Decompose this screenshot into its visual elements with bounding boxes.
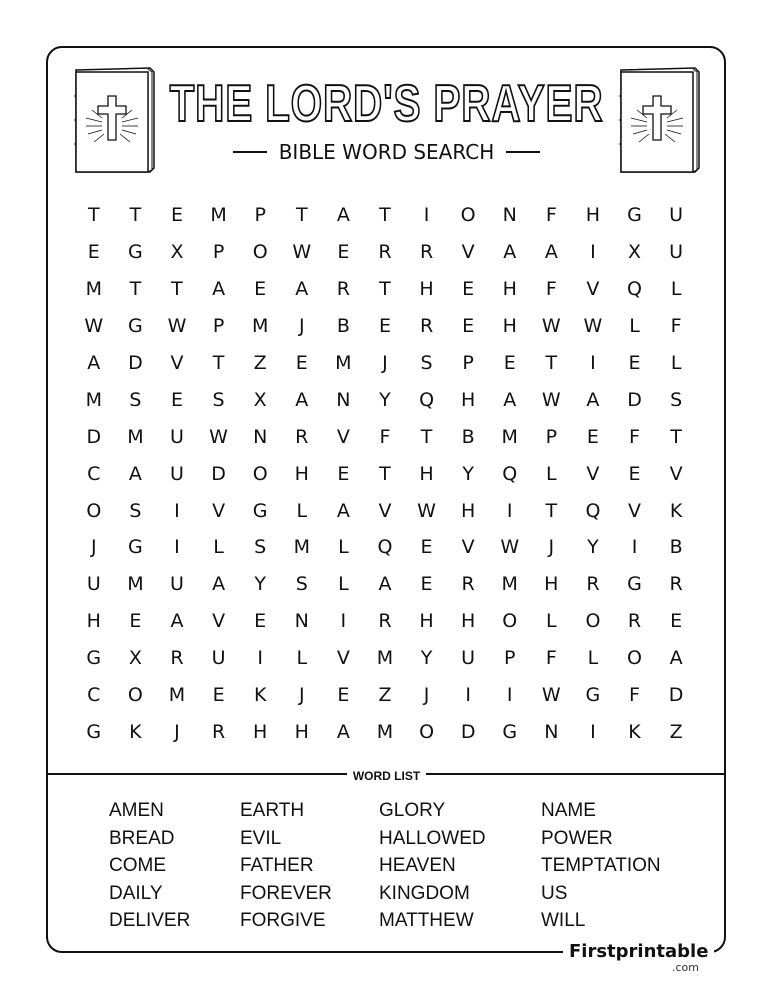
word-item: NAME — [541, 800, 596, 821]
grid-letter: A — [669, 647, 683, 670]
grid-letter: E — [420, 536, 433, 559]
grid-letter: T — [545, 352, 558, 374]
grid-letter: V — [212, 499, 226, 522]
grid-letter: L — [670, 278, 682, 301]
grid-letter: T — [129, 204, 142, 227]
grid-letter: N — [336, 388, 351, 411]
grid-letter: L — [338, 573, 349, 596]
grid-letter: L — [296, 647, 308, 670]
grid-letter: A — [212, 573, 226, 596]
grid-letter: I — [340, 610, 347, 633]
grid-letter: I — [506, 499, 513, 522]
grid-letter: N — [544, 720, 559, 743]
grid-letter: J — [298, 315, 305, 338]
grid-letter: U — [170, 462, 184, 485]
subtitle-text: BIBLE WORD SEARCH — [278, 140, 495, 164]
grid-letter: R — [295, 425, 309, 448]
grid-letter: A — [586, 388, 600, 411]
grid-letter: J — [298, 684, 305, 707]
grid-letter: R — [419, 315, 434, 338]
grid-letter: L — [587, 647, 599, 670]
dash-left — [233, 151, 267, 153]
grid-row — [73, 455, 698, 492]
grid-letter: Z — [378, 684, 392, 707]
word-item: HEAVEN — [379, 855, 456, 876]
grid-row — [73, 418, 698, 455]
grid-letter: V — [336, 425, 350, 448]
grid-letter: W — [209, 425, 228, 448]
letter-grid — [73, 197, 698, 750]
grid-letter: J — [423, 684, 430, 707]
grid-letter: P — [462, 352, 474, 374]
grid-letter: L — [670, 352, 682, 374]
grid-letter: C — [87, 462, 101, 485]
grid-letter: I — [174, 536, 180, 559]
grid-letter: V — [336, 647, 350, 670]
grid-letter: V — [378, 499, 392, 522]
grid-letter: L — [546, 610, 557, 633]
grid-letter: Y — [462, 462, 474, 485]
word-item: COME — [109, 855, 166, 876]
grid-letter: V — [586, 278, 600, 301]
grid-letter: E — [337, 241, 350, 264]
grid-letter: F — [545, 278, 557, 301]
grid-letter: M — [85, 388, 102, 411]
grid-letter: T — [379, 278, 391, 301]
grid-letter: A — [544, 241, 558, 264]
grid-letter: L — [338, 536, 349, 559]
grid-letter: S — [254, 536, 267, 559]
word-item: BREAD — [109, 827, 175, 849]
grid-letter: O — [585, 610, 601, 633]
grid-letter: M — [85, 278, 102, 301]
grid-letter: E — [337, 462, 350, 485]
grid-letter: B — [669, 536, 683, 559]
grid-letter: A — [336, 720, 350, 743]
grid-letter: A — [128, 462, 142, 485]
grid-letter: A — [87, 352, 101, 374]
grid-letter: W — [583, 315, 603, 338]
grid-letter: A — [336, 204, 350, 227]
grid-letter: I — [590, 720, 596, 743]
grid-letter: A — [503, 241, 517, 264]
word-item: POWER — [541, 827, 613, 849]
grid-letter: E — [670, 610, 683, 633]
grid-letter: H — [544, 573, 559, 596]
dash-right — [506, 151, 540, 153]
grid-letter: N — [294, 610, 309, 633]
grid-letter: E — [628, 462, 641, 485]
grid-letter: D — [128, 352, 143, 374]
word-item: AMEN — [109, 800, 164, 821]
grid-letter: U — [211, 647, 226, 670]
grid-letter: R — [461, 573, 475, 596]
grid-row — [73, 677, 698, 714]
grid-letter: F — [545, 204, 557, 227]
grid-letter: H — [294, 720, 309, 743]
grid-letter: K — [628, 720, 641, 743]
grid-letter: H — [419, 462, 434, 485]
grid-letter: U — [170, 425, 184, 448]
grid-letter: M — [501, 573, 518, 596]
grid-letter: R — [170, 647, 184, 670]
grid-letter: Y — [420, 647, 433, 670]
grid-letter: T — [670, 425, 682, 448]
grid-letter: F — [379, 425, 391, 448]
grid-letter: F — [629, 684, 640, 707]
grid-letter: S — [212, 388, 225, 411]
grid-letter: G — [86, 720, 102, 743]
grid-letter: H — [585, 204, 601, 227]
brand-suffix: .com — [672, 961, 699, 974]
grid-letter: W — [417, 499, 436, 522]
subtitle — [0, 138, 773, 166]
grid-letter: F — [629, 425, 640, 448]
grid-letter: O — [252, 241, 268, 264]
grid-letter: G — [128, 315, 143, 338]
grid-letter: E — [586, 425, 599, 448]
grid-letter: B — [461, 425, 475, 448]
grid-letter: V — [669, 462, 683, 485]
grid-letter: P — [254, 204, 266, 227]
grid-letter: I — [590, 352, 596, 374]
grid-letter: M — [376, 647, 394, 670]
grid-letter: T — [379, 462, 391, 485]
grid-row — [73, 345, 698, 382]
grid-letter: G — [627, 204, 642, 227]
word-column-3 — [379, 797, 486, 935]
grid-letter: T — [420, 425, 433, 448]
grid-letter: M — [168, 684, 186, 707]
grid-letter: A — [336, 499, 350, 522]
grid-letter: P — [212, 315, 225, 338]
grid-letter: U — [669, 204, 684, 227]
grid-row — [73, 492, 698, 529]
grid-letter: A — [378, 573, 392, 596]
grid-letter: G — [128, 241, 143, 264]
grid-letter: P — [545, 425, 558, 448]
grid-letter: V — [212, 610, 226, 633]
grid-letter: G — [86, 647, 102, 670]
grid-letter: G — [585, 684, 601, 707]
word-item: KINGDOM — [379, 882, 470, 904]
grid-letter: L — [546, 462, 557, 485]
grid-letter: I — [590, 241, 596, 264]
grid-letter: R — [669, 573, 683, 596]
grid-letter: A — [170, 610, 184, 633]
grid-row — [73, 603, 698, 640]
grid-letter: I — [423, 204, 430, 227]
grid-letter: P — [212, 241, 225, 264]
word-item: WILL — [541, 910, 586, 931]
word-item: TEMPTATION — [541, 855, 661, 876]
grid-letter: U — [170, 573, 184, 596]
grid-letter: S — [420, 352, 433, 374]
grid-letter: L — [213, 536, 224, 559]
grid-letter: G — [502, 720, 518, 743]
word-item: MATTHEW — [379, 910, 474, 931]
grid-letter: O — [419, 720, 435, 743]
grid-letter: Z — [669, 720, 683, 743]
word-item: EARTH — [240, 800, 305, 821]
grid-row — [73, 308, 698, 345]
grid-letter: X — [128, 647, 142, 670]
word-item: DAILY — [109, 882, 163, 904]
grid-row — [73, 640, 698, 677]
grid-letter: Q — [585, 499, 601, 522]
grid-letter: E — [378, 315, 391, 338]
brand-logo: Firstprintable — [563, 940, 714, 964]
grid-letter: B — [336, 315, 350, 338]
word-item: FORGIVE — [240, 910, 326, 931]
grid-letter: I — [174, 499, 180, 522]
grid-letter: M — [127, 573, 144, 596]
grid-letter: Q — [419, 388, 435, 411]
grid-letter: I — [506, 684, 513, 707]
grid-letter: E — [129, 610, 142, 633]
grid-letter: H — [502, 278, 517, 301]
grid-letter: V — [461, 536, 475, 559]
grid-row — [73, 566, 698, 603]
grid-letter: R — [419, 241, 434, 264]
grid-letter: O — [627, 647, 642, 670]
grid-letter: J — [382, 352, 388, 374]
grid-letter: U — [86, 573, 101, 596]
word-item: HALLOWED — [379, 827, 486, 849]
grid-row — [73, 234, 698, 271]
grid-letter: T — [171, 278, 183, 301]
grid-letter: S — [129, 388, 142, 411]
grid-letter: S — [670, 388, 683, 411]
grid-letter: G — [128, 536, 143, 559]
grid-letter: A — [295, 278, 309, 301]
grid-letter: R — [378, 241, 392, 264]
grid-letter: I — [631, 536, 638, 559]
grid-letter: V — [628, 499, 642, 522]
grid-letter: A — [503, 388, 517, 411]
word-item: FOREVER — [240, 882, 332, 904]
grid-letter: H — [460, 610, 476, 633]
grid-letter: R — [586, 573, 600, 596]
grid-letter: M — [293, 536, 310, 559]
grid-letter: T — [87, 204, 100, 227]
grid-letter: M — [251, 315, 269, 338]
grid-letter: O — [460, 204, 476, 227]
word-item: GLORY — [379, 800, 446, 821]
grid-row — [73, 381, 698, 418]
grid-letter: C — [87, 684, 101, 707]
grid-letter: T — [295, 204, 308, 227]
grid-letter: Y — [587, 536, 599, 559]
grid-letter: Q — [627, 278, 642, 301]
grid-letter: F — [545, 647, 557, 670]
grid-letter: H — [253, 720, 268, 743]
grid-letter: M — [210, 204, 227, 227]
word-item: DELIVER — [109, 910, 191, 931]
grid-letter: K — [253, 684, 267, 707]
grid-letter: E — [420, 573, 433, 596]
grid-letter: R — [211, 720, 226, 743]
grid-letter: U — [669, 241, 684, 264]
grid-letter: X — [253, 388, 267, 411]
grid-letter: D — [627, 388, 642, 411]
grid-letter: X — [170, 241, 184, 264]
grid-letter: T — [129, 278, 142, 301]
word-column-4 — [541, 797, 661, 935]
grid-letter: R — [336, 278, 350, 301]
grid-letter: J — [90, 536, 97, 559]
grid-letter: O — [127, 684, 143, 707]
grid-letter: H — [86, 610, 101, 633]
page-title: THE LORD'S PRAYER — [169, 75, 604, 133]
grid-letter: M — [335, 352, 352, 374]
grid-letter: Q — [377, 536, 393, 559]
grid-letter: V — [461, 241, 475, 264]
grid-letter: E — [170, 388, 183, 411]
grid-letter: H — [419, 610, 434, 633]
grid-letter: F — [670, 315, 682, 338]
grid-letter: H — [419, 278, 434, 301]
grid-letter: H — [294, 462, 309, 485]
grid-letter: J — [548, 536, 555, 559]
grid-letter: W — [84, 315, 104, 338]
grid-letter: D — [211, 462, 226, 485]
grid-letter: A — [212, 278, 226, 301]
grid-letter: D — [668, 684, 684, 707]
grid-letter: E — [212, 684, 225, 707]
grid-letter: Y — [254, 573, 266, 596]
grid-row — [73, 529, 698, 566]
grid-letter: I — [465, 684, 471, 707]
grid-letter: T — [212, 352, 225, 374]
grid-letter: G — [627, 573, 642, 596]
grid-letter: D — [86, 425, 102, 448]
grid-letter: M — [501, 425, 518, 448]
word-column-1 — [109, 797, 190, 935]
grid-letter: N — [253, 425, 268, 448]
grid-letter: E — [628, 352, 641, 374]
grid-letter: S — [295, 573, 308, 596]
grid-letter: E — [295, 352, 308, 374]
grid-letter: N — [502, 204, 517, 227]
word-item: FATHER — [240, 855, 314, 876]
grid-row — [73, 713, 698, 750]
grid-letter: K — [669, 499, 683, 522]
grid-letter: E — [87, 241, 100, 264]
grid-letter: O — [86, 499, 102, 522]
grid-letter: W — [541, 315, 561, 338]
grid-letter: Z — [253, 352, 267, 374]
grid-letter: E — [337, 684, 350, 707]
grid-letter: E — [170, 204, 183, 227]
word-item: US — [541, 882, 568, 904]
grid-letter: E — [254, 278, 267, 301]
grid-letter: E — [503, 352, 516, 374]
grid-letter: P — [504, 647, 516, 670]
grid-row — [73, 197, 698, 234]
grid-letter: O — [502, 610, 518, 633]
grid-letter: Q — [502, 462, 518, 485]
grid-letter: L — [296, 499, 308, 522]
grid-letter: J — [174, 720, 180, 743]
grid-letter: D — [460, 720, 476, 743]
word-column-2 — [240, 797, 332, 935]
grid-letter: H — [460, 499, 476, 522]
grid-letter: T — [545, 499, 558, 522]
grid-letter: V — [170, 352, 184, 374]
grid-letter: W — [292, 241, 312, 264]
grid-letter: S — [129, 499, 142, 522]
grid-letter: E — [254, 610, 267, 633]
grid-letter: W — [167, 315, 187, 338]
grid-letter: Y — [379, 388, 391, 411]
grid-row — [73, 271, 698, 308]
grid-letter: H — [502, 315, 517, 338]
grid-letter: M — [376, 720, 394, 743]
grid-letter: A — [295, 388, 309, 411]
grid-letter: E — [462, 315, 475, 338]
grid-letter: G — [252, 499, 268, 522]
grid-letter: X — [628, 241, 642, 264]
grid-letter: W — [541, 388, 561, 411]
word-item: EVIL — [240, 827, 282, 849]
grid-letter: V — [586, 462, 600, 485]
word-list-label: WORD LIST — [0, 765, 773, 784]
grid-letter: R — [378, 610, 392, 633]
grid-letter: I — [257, 647, 263, 670]
grid-letter: E — [462, 278, 475, 301]
grid-letter: O — [252, 462, 268, 485]
grid-letter: T — [379, 204, 391, 227]
grid-letter: W — [500, 536, 520, 559]
grid-letter: H — [460, 388, 476, 411]
grid-letter: W — [541, 684, 561, 707]
grid-letter: R — [627, 610, 642, 633]
grid-letter: K — [129, 720, 142, 743]
grid-letter: U — [461, 647, 476, 670]
grid-letter: M — [127, 425, 144, 448]
grid-letter: L — [629, 315, 640, 338]
